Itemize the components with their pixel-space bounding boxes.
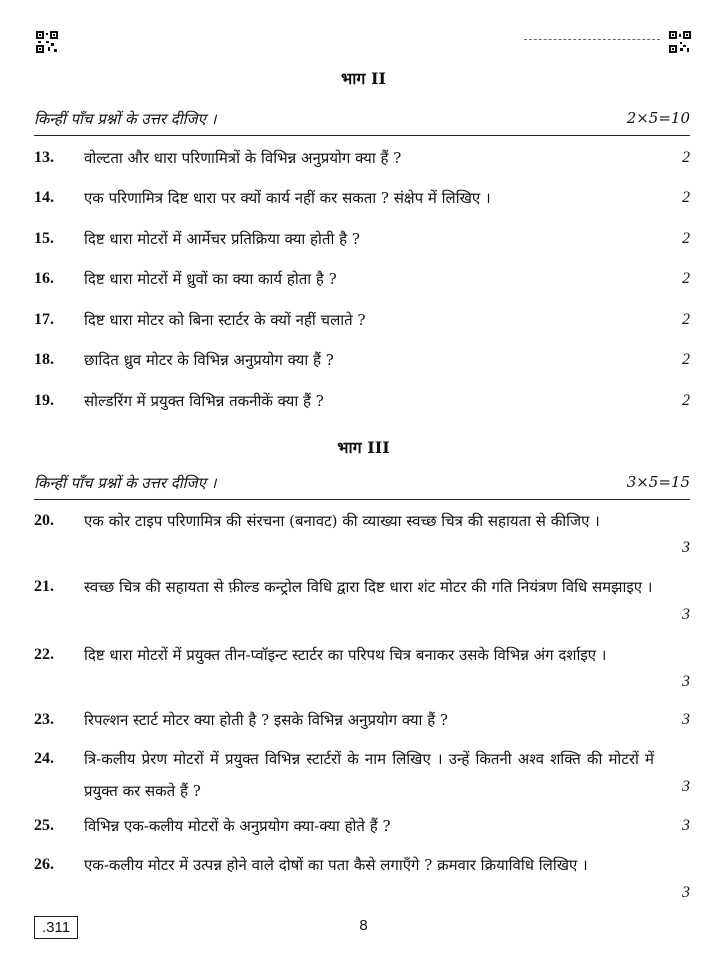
question-mark: 3 [682, 673, 690, 690]
section-marks: 3×5=15 [626, 473, 690, 491]
question-text: दिष्ट धारा मोटरों में ध्रुवों का क्या कार्य होता है ? [84, 270, 337, 288]
question-number: 16. [34, 270, 54, 287]
question-text: स्वच्छ चित्र की सहायता से फ़ील्ड कन्ट्रोल विधि द्वारा दिष्ट धारा शंट मोटर की गति नियंत्रण विधि समझाइए । [84, 578, 653, 596]
question-text: एक परिणामित्र दिष्ट धारा पर क्यों कार्य नहीं कर सकता ? संक्षेप में लिखिए । [84, 189, 491, 207]
question-text: रिपल्शन स्टार्ट मोटर क्या होती है ? इसके विभिन्न अनुप्रयोग क्या हैं ? [84, 711, 448, 729]
section-title-part-3: भाग III [337, 438, 390, 457]
question-number: 18. [34, 351, 54, 368]
question-number: 20. [34, 512, 54, 529]
question-number: 14. [34, 189, 54, 206]
page-number: 8 [359, 917, 368, 934]
question-text: वोल्टता और धारा परिणामित्रों के विभिन्न अनुप्रयोग क्या हैं ? [84, 149, 402, 167]
question-mark: 2 [682, 392, 690, 409]
question-mark: 2 [682, 230, 690, 247]
question-mark: 2 [682, 351, 690, 368]
question-number: 15. [34, 230, 54, 247]
instruction-part-2 [34, 109, 690, 129]
question-mark: 3 [682, 711, 690, 728]
question-number: 19. [34, 392, 54, 409]
question-text: दिष्ट धारा मोटरों में प्रयुक्त तीन-प्वॉइन्ट स्टार्टर का परिपथ चित्र बनाकर उसके विभिन्न अंग दर्शाइए । [84, 646, 607, 664]
question-mark: 3 [682, 539, 690, 556]
question-number: 17. [34, 311, 54, 328]
question-mark: 3 [682, 606, 690, 623]
instruction-text: किन्हीं पाँच प्रश्नों के उत्तर दीजिए । [34, 474, 217, 492]
question-number: 25. [34, 817, 54, 834]
section-divider [34, 135, 690, 136]
section-marks: 2×5=10 [626, 109, 690, 127]
section-title-part-2: भाग II [341, 69, 386, 88]
instruction-part-3 [34, 473, 690, 493]
question-number: 24. [34, 750, 54, 767]
question-text: दिष्ट धारा मोटरों में आर्मेचर प्रतिक्रिया क्या होती है ? [84, 230, 360, 248]
header-dash-line [524, 39, 660, 40]
question-number: 26. [34, 856, 54, 873]
question-text: छादित ध्रुव मोटर के विभिन्न अनुप्रयोग क्या हैं ? [84, 351, 334, 369]
question-text: विभिन्न एक-कलीय मोटरों के अनुप्रयोग क्या-क्या होते हैं ? [84, 817, 391, 835]
question-mark: 2 [682, 270, 690, 287]
question-mark: 3 [682, 884, 690, 901]
qr-code-icon [36, 31, 58, 53]
question-mark: 3 [682, 817, 690, 834]
question-mark: 2 [682, 149, 690, 166]
qr-code-icon [669, 31, 691, 53]
question-text: एक-कलीय मोटर में उत्पन्न होने वाले दोषों का पता कैसे लगाएँगे ? क्रमवार क्रियाविधि लिखिए । [84, 856, 588, 874]
question-number: 13. [34, 149, 54, 166]
question-mark: 2 [682, 311, 690, 328]
question-text: दिष्ट धारा मोटर को बिना स्टार्टर के क्यों नहीं चलाते ? [84, 311, 366, 329]
instruction-text: किन्हीं पाँच प्रश्नों के उत्तर दीजिए । [34, 110, 217, 128]
question-mark: 2 [682, 189, 690, 206]
paper-code: .311 [34, 916, 78, 939]
question-number: 23. [34, 711, 54, 728]
question-text: त्रि-कलीय प्रेरण मोटरों में प्रयुक्त विभिन्न स्टार्टरों के नाम लिखिए । उन्हें कितनी अश्व शक्ति की मोटरों में प्रयुक्त कर सकते हैं ? [84, 750, 654, 800]
question-number: 21. [34, 578, 54, 595]
section-divider [34, 499, 690, 500]
question-text: सोल्डरिंग में प्रयुक्त विभिन्न तकनीकें क्या हैं ? [84, 392, 324, 410]
question-number: 22. [34, 646, 54, 663]
question-mark: 3 [682, 778, 690, 795]
question-text: एक कोर टाइप परिणामित्र की संरचना (बनावट) की व्याख्या स्वच्छ चित्र की सहायता से कीजिए । [84, 512, 600, 530]
